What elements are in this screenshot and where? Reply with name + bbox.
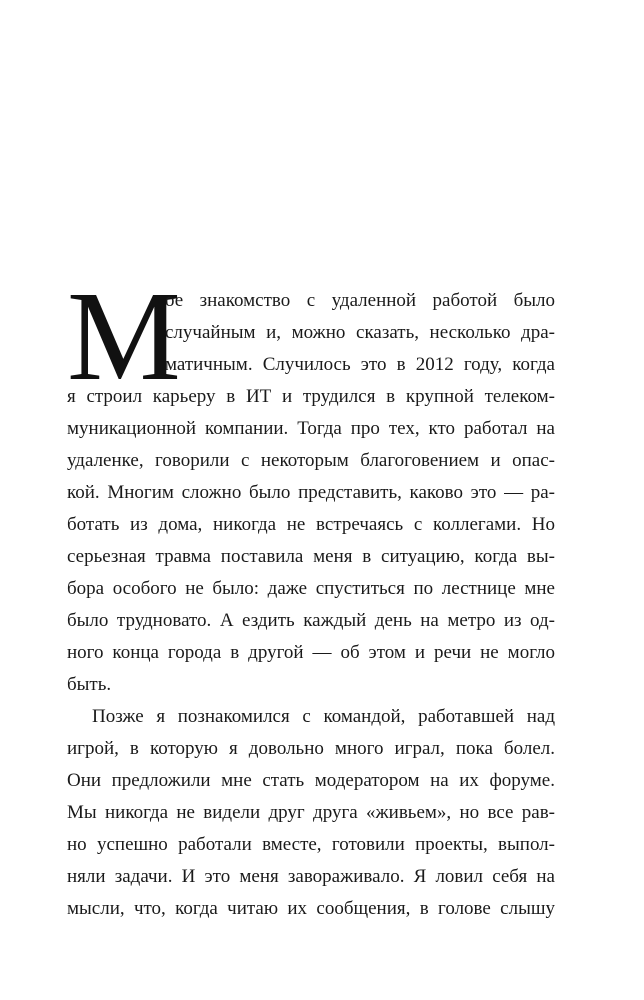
paragraph-1-line: ного конца города в другой — об этом и речи не могло: [67, 642, 555, 663]
paragraph-1-line: серьезная травма поставила меня в ситуацию, когда вы-: [67, 546, 555, 567]
paragraph-2-line: но успешно работали вместе, готовили проекты, выпол-: [67, 834, 555, 855]
paragraph-2-line: игрой, в которую я довольно много играл, пока болел.: [67, 738, 555, 759]
paragraph-2-line: Позже я познакомился с командой, работавшей над: [92, 706, 555, 727]
paragraph-1-line: кой. Многим сложно было представить, каково это — ра-: [67, 482, 555, 503]
paragraph-1-line: быть.: [67, 674, 112, 695]
paragraph-1-line: ботать из дома, никогда не встречаясь с коллегами. Но: [67, 514, 555, 535]
paragraph-1-line: бора особого не было: даже спуститься по лестнице мне: [67, 578, 555, 599]
paragraph-2-line: няли задачи. И это меня завораживало. Я ловил себя на: [67, 866, 555, 887]
paragraph-1-line: муникационной компании. Тогда про тех, кто работал на: [67, 418, 555, 439]
paragraph-1-line: случайным и, можно сказать, несколько дра-: [165, 322, 555, 343]
paragraph-2-line: мысли, что, когда читаю их сообщения, в голове слышу: [67, 898, 555, 919]
paragraph-1-line: удаленке, говорили с некоторым благоговением и опас-: [67, 450, 555, 471]
paragraph-2-line: Они предложили мне стать модератором на их форуме.: [67, 770, 555, 791]
paragraph-1-line: ое знакомство с удаленной работой было: [165, 290, 555, 311]
paragraph-1-line: было трудновато. А ездить каждый день на метро из од-: [67, 610, 555, 631]
paragraph-1-line: я строил карьеру в ИТ и трудился в крупной телеком-: [67, 386, 555, 407]
paragraph-2-line: Мы никогда не видели друг друга «живьем», но все рав-: [67, 802, 555, 823]
paragraph-1-line: матичным. Случилось это в 2012 году, когда: [165, 354, 555, 375]
drop-cap-letter: М: [67, 265, 181, 407]
